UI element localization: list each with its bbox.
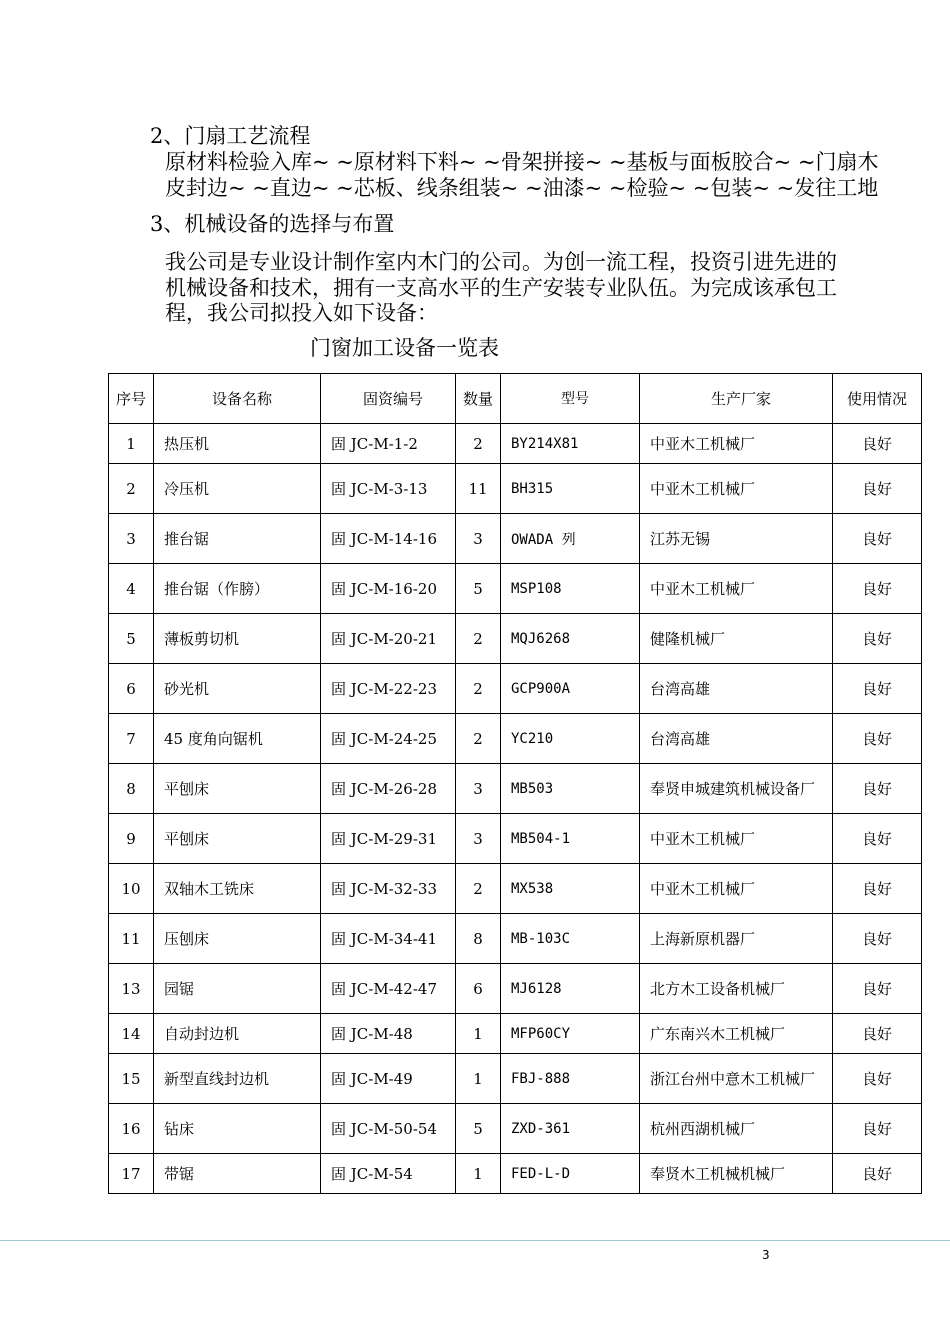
cell-condition: 良好 (833, 664, 922, 714)
cell-quantity: 2 (456, 864, 501, 914)
table-row (109, 1154, 922, 1194)
cell-manufacturer: 健隆机械厂 (640, 614, 833, 664)
cell-index: 4 (109, 564, 154, 614)
cell-index: 9 (109, 814, 154, 864)
cell-condition: 良好 (833, 1014, 922, 1054)
cell-quantity: 8 (456, 914, 501, 964)
cell-asset-id: 固 JC-M-29-31 (321, 814, 456, 864)
cell-asset-id: 固 JC-M-20-21 (321, 614, 456, 664)
cell-asset-id: 固 JC-M-16-20 (321, 564, 456, 614)
cell-condition: 良好 (833, 1154, 922, 1194)
cell-condition: 良好 (833, 964, 922, 1014)
page-number: 3 (762, 1248, 770, 1262)
cell-quantity: 1 (456, 1014, 501, 1054)
cell-index: 16 (109, 1104, 154, 1154)
table-row (109, 514, 922, 564)
cell-index: 6 (109, 664, 154, 714)
cell-manufacturer: 上海新原机器厂 (640, 914, 833, 964)
cell-model: BY214X81 (501, 424, 640, 464)
cell-condition: 良好 (833, 514, 922, 564)
header-quantity: 数量 (456, 374, 501, 424)
cell-index: 5 (109, 614, 154, 664)
cell-condition: 良好 (833, 564, 922, 614)
cell-condition: 良好 (833, 1054, 922, 1104)
cell-asset-id: 固 JC-M-49 (321, 1054, 456, 1104)
cell-asset-id: 固 JC-M-54 (321, 1154, 456, 1194)
cell-name: 自动封边机 (154, 1014, 321, 1054)
cell-index: 17 (109, 1154, 154, 1194)
cell-quantity: 11 (456, 464, 501, 514)
cell-condition: 良好 (833, 614, 922, 664)
cell-asset-id: 固 JC-M-24-25 (321, 714, 456, 764)
cell-name: 推台锯（作膀） (154, 564, 321, 614)
header-name: 设备名称 (154, 374, 321, 424)
cell-condition: 良好 (833, 914, 922, 964)
cell-index: 11 (109, 914, 154, 964)
cell-model: MQJ6268 (501, 614, 640, 664)
table-row (109, 764, 922, 814)
cell-manufacturer: 浙江台州中意木工机械厂 (640, 1054, 833, 1104)
cell-condition: 良好 (833, 764, 922, 814)
cell-manufacturer: 江苏无锡 (640, 514, 833, 564)
cell-manufacturer: 奉贤申城建筑机械设备厂 (640, 764, 833, 814)
cell-model: MB503 (501, 764, 640, 814)
cell-model: ZXD-361 (501, 1104, 640, 1154)
cell-manufacturer: 北方木工设备机械厂 (640, 964, 833, 1014)
cell-model: BH315 (501, 464, 640, 514)
cell-manufacturer: 广东南兴木工机械厂 (640, 1014, 833, 1054)
cell-model: YC210 (501, 714, 640, 764)
header-asset-id: 固资编号 (321, 374, 456, 424)
header-condition: 使用情况 (833, 374, 922, 424)
table-row (109, 964, 922, 1014)
cell-manufacturer: 中亚木工机械厂 (640, 814, 833, 864)
cell-name: 热压机 (154, 424, 321, 464)
cell-quantity: 2 (456, 714, 501, 764)
cell-condition: 良好 (833, 714, 922, 764)
cell-manufacturer: 台湾高雄 (640, 714, 833, 764)
table-row (109, 424, 922, 464)
process-flow-line-2: 皮封边~ ~直边~ ~芯板、线条组装~ ~油漆~ ~检验~ ~包装~ ~发往工地 (165, 176, 879, 200)
cell-index: 2 (109, 464, 154, 514)
table-header-row (109, 374, 922, 424)
table-row (109, 1104, 922, 1154)
cell-asset-id: 固 JC-M-32-33 (321, 864, 456, 914)
cell-name: 平刨床 (154, 814, 321, 864)
cell-condition: 良好 (833, 864, 922, 914)
cell-model: MSP108 (501, 564, 640, 614)
cell-index: 15 (109, 1054, 154, 1104)
cell-name: 砂光机 (154, 664, 321, 714)
cell-quantity: 3 (456, 764, 501, 814)
cell-name: 平刨床 (154, 764, 321, 814)
cell-condition: 良好 (833, 464, 922, 514)
table-row (109, 614, 922, 664)
table-row (109, 664, 922, 714)
cell-asset-id: 固 JC-M-34-41 (321, 914, 456, 964)
table-row (109, 464, 922, 514)
section-2-heading: 2、门扇工艺流程 (150, 124, 311, 148)
cell-name: 双轴木工铣床 (154, 864, 321, 914)
cell-quantity: 2 (456, 424, 501, 464)
equipment-table (108, 373, 922, 1194)
cell-name: 园锯 (154, 964, 321, 1014)
table-row (109, 1014, 922, 1054)
cell-index: 3 (109, 514, 154, 564)
table-row (109, 914, 922, 964)
cell-model: MB-103C (501, 914, 640, 964)
cell-name: 新型直线封边机 (154, 1054, 321, 1104)
header-manufacturer: 生产厂家 (640, 374, 833, 424)
section-3-heading: 3、机械设备的选择与布置 (150, 212, 395, 236)
cell-model: FED-L-D (501, 1154, 640, 1194)
cell-manufacturer: 奉贤木工机械机械厂 (640, 1154, 833, 1194)
cell-asset-id: 固 JC-M-26-28 (321, 764, 456, 814)
table-row (109, 814, 922, 864)
cell-manufacturer: 杭州西湖机械厂 (640, 1104, 833, 1154)
cell-asset-id: 固 JC-M-50-54 (321, 1104, 456, 1154)
paragraph-line-2: 机械设备和技术，拥有一支高水平的生产安装专业队伍。为完成该承包工 (165, 276, 837, 300)
cell-name: 薄板剪切机 (154, 614, 321, 664)
table-caption: 门窗加工设备一览表 (310, 336, 499, 360)
paragraph-line-1: 我公司是专业设计制作室内木门的公司。为创一流工程，投资引进先进的 (165, 250, 837, 274)
cell-manufacturer: 中亚木工机械厂 (640, 464, 833, 514)
cell-model: MB504-1 (501, 814, 640, 864)
footer-divider (0, 1240, 950, 1241)
cell-asset-id: 固 JC-M-1-2 (321, 424, 456, 464)
cell-name: 带锯 (154, 1154, 321, 1194)
table-row (109, 1054, 922, 1104)
cell-quantity: 2 (456, 614, 501, 664)
cell-manufacturer: 中亚木工机械厂 (640, 564, 833, 614)
cell-asset-id: 固 JC-M-3-13 (321, 464, 456, 514)
cell-quantity: 2 (456, 664, 501, 714)
cell-name: 钻床 (154, 1104, 321, 1154)
cell-index: 10 (109, 864, 154, 914)
cell-manufacturer: 台湾高雄 (640, 664, 833, 714)
cell-condition: 良好 (833, 1104, 922, 1154)
cell-condition: 良好 (833, 424, 922, 464)
cell-model: MX538 (501, 864, 640, 914)
cell-asset-id: 固 JC-M-22-23 (321, 664, 456, 714)
cell-index: 7 (109, 714, 154, 764)
cell-index: 13 (109, 964, 154, 1014)
cell-model: GCP900A (501, 664, 640, 714)
cell-asset-id: 固 JC-M-42-47 (321, 964, 456, 1014)
cell-model: MFP60CY (501, 1014, 640, 1054)
cell-name: 45 度角向锯机 (154, 714, 321, 764)
cell-asset-id: 固 JC-M-48 (321, 1014, 456, 1054)
cell-quantity: 5 (456, 564, 501, 614)
paragraph-line-3: 程，我公司拟投入如下设备： (165, 301, 438, 325)
cell-asset-id: 固 JC-M-14-16 (321, 514, 456, 564)
table-row (109, 564, 922, 614)
table-row (109, 864, 922, 914)
cell-name: 推台锯 (154, 514, 321, 564)
cell-model: MJ6128 (501, 964, 640, 1014)
cell-model: FBJ-888 (501, 1054, 640, 1104)
cell-manufacturer: 中亚木工机械厂 (640, 864, 833, 914)
cell-quantity: 5 (456, 1104, 501, 1154)
cell-quantity: 1 (456, 1054, 501, 1104)
cell-index: 8 (109, 764, 154, 814)
cell-quantity: 6 (456, 964, 501, 1014)
cell-name: 冷压机 (154, 464, 321, 514)
cell-name: 压刨床 (154, 914, 321, 964)
cell-quantity: 3 (456, 814, 501, 864)
process-flow-line-1: 原材料检验入库~ ~原材料下料~ ~骨架拼接~ ~基板与面板胶合~ ~门扇木 (165, 150, 879, 174)
header-index: 序号 (109, 374, 154, 424)
cell-condition: 良好 (833, 814, 922, 864)
cell-quantity: 1 (456, 1154, 501, 1194)
cell-model: OWADA 列 (501, 514, 640, 564)
cell-index: 1 (109, 424, 154, 464)
table-row (109, 714, 922, 764)
header-model: 型号 (501, 374, 640, 424)
cell-manufacturer: 中亚木工机械厂 (640, 424, 833, 464)
cell-index: 14 (109, 1014, 154, 1054)
cell-quantity: 3 (456, 514, 501, 564)
